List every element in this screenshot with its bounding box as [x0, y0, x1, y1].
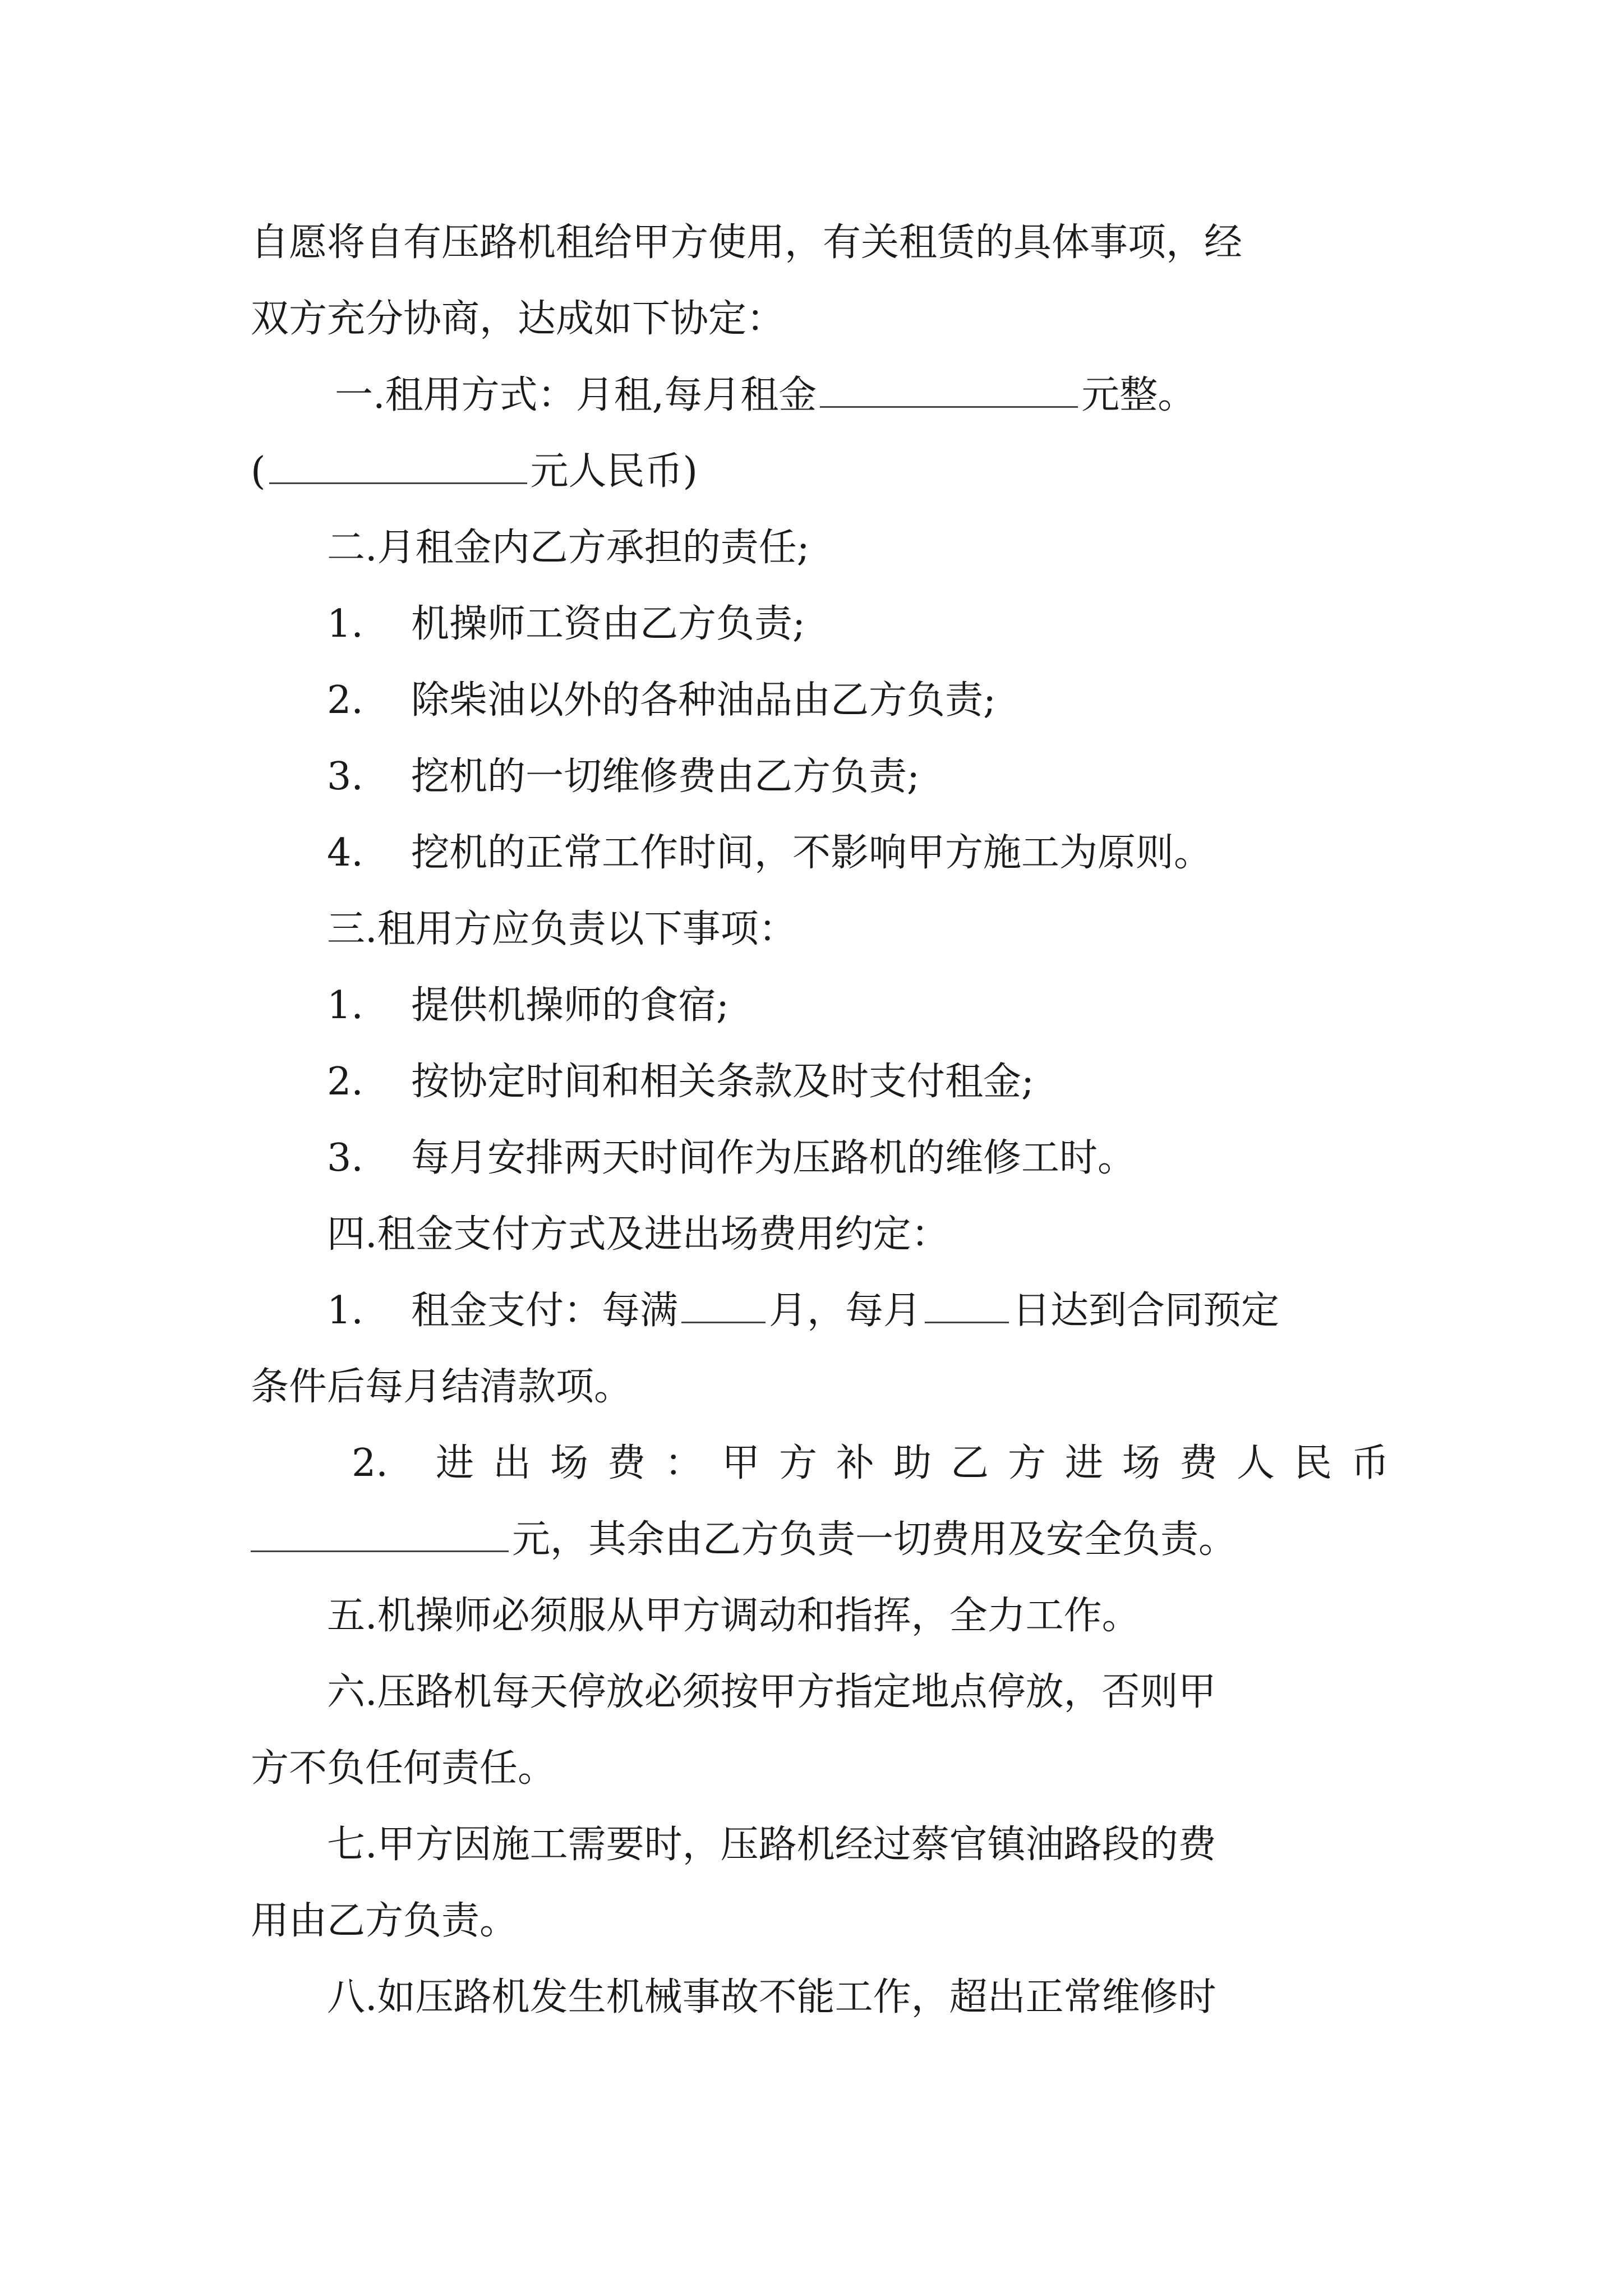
blank-field: [269, 449, 527, 484]
clause-text: 四.租金支付方式及进出场费用约定：: [327, 1212, 949, 1257]
line-text: 用由乙方负责。: [251, 1899, 518, 1943]
list-item: [251, 1120, 1136, 1197]
clause-text: 八.如压路机发生机械事故不能工作，超出正常维修时: [327, 1975, 1216, 2019]
item-text: 提供机操师的食宿;: [411, 983, 729, 1028]
paragraph-line: [251, 434, 698, 510]
item-number: 3.: [327, 1136, 363, 1180]
item-number: 2.: [352, 1441, 388, 1485]
clause-one: [251, 357, 1196, 434]
paragraph-line: [251, 1731, 556, 1807]
clause-four: [251, 1197, 949, 1273]
clause-text: 一.租用方式：月租,每月租金: [335, 373, 817, 417]
item-text: 每月安排两天时间作为压路机的维修工时。: [411, 1136, 1136, 1180]
item-text: 机操师工资由乙方负责;: [411, 602, 805, 646]
line-text: 元，其余由乙方负责一切费用及安全负责。: [512, 1517, 1237, 1562]
line-text: (: [251, 449, 266, 494]
line-text: 自愿将自有压路机租给甲方使用，有关租赁的具体事项，经: [251, 220, 1243, 265]
clause-five: [251, 1578, 1140, 1654]
blank-field: [681, 1288, 766, 1323]
list-item: [251, 586, 805, 662]
paragraph-line: [251, 205, 1242, 281]
clause-text: 元整。: [1081, 373, 1196, 417]
clause-text: 二.月租金内乙方承担的责任;: [327, 526, 810, 570]
clause-seven: [251, 1807, 1216, 1883]
paragraph-line: [251, 1502, 1237, 1578]
clause-text: 七.甲方因施工需要时，压路机经过蔡官镇油路段的费: [327, 1823, 1216, 1867]
item-text: 租金支付：每满: [411, 1289, 679, 1333]
list-item: [251, 968, 729, 1044]
item-number: 1.: [327, 602, 363, 646]
item-text: 挖机的正常工作时间，不影响甲方施工为原则。: [411, 831, 1212, 875]
item-text: 除柴油以外的各种油品由乙方负责;: [411, 678, 996, 723]
blank-field: [251, 1517, 509, 1552]
clause-three: [251, 891, 797, 968]
clause-text: 三.租用方应负责以下事项：: [327, 907, 797, 951]
item-text: 月，每月: [769, 1289, 922, 1333]
paragraph-line: [251, 1883, 518, 1959]
item-number: 2.: [327, 678, 363, 723]
clause-text: 五.机操师必须服从甲方调动和指挥，全力工作。: [327, 1594, 1140, 1638]
item-number: 1.: [327, 983, 363, 1028]
item-text: 日达到合同预定: [1012, 1289, 1280, 1333]
line-text: 元人民币): [530, 449, 698, 494]
clause-text: 六.压路机每天停放必须按甲方指定地点停放，否则甲: [327, 1670, 1216, 1714]
list-item: [251, 1044, 1034, 1120]
clause-eight: [251, 1959, 1216, 2036]
line-text: 条件后每月结清款项。: [251, 1365, 633, 1409]
item-text: 按协定时间和相关条款及时支付租金;: [411, 1060, 1034, 1104]
list-item: [251, 815, 1212, 891]
clause-two: [251, 510, 810, 586]
paragraph-line: [251, 281, 785, 357]
item-number: 2.: [327, 1060, 363, 1104]
blank-field: [925, 1288, 1009, 1323]
list-item: [251, 1273, 1279, 1349]
item-text: 进出场费：甲方补助乙方进场费人民币: [436, 1441, 1409, 1485]
blank-field: [820, 372, 1078, 408]
list-item: [251, 739, 920, 815]
list-item: [251, 1425, 1408, 1502]
line-text: 方不负任何责任。: [251, 1746, 556, 1791]
list-item: [251, 662, 996, 739]
item-number: 3.: [327, 754, 363, 799]
paragraph-line: [251, 1349, 632, 1425]
item-number: 4.: [327, 831, 363, 875]
item-number: 1.: [327, 1289, 363, 1333]
line-text: 双方充分协商，达成如下协定：: [251, 297, 785, 341]
item-text: 挖机的一切维修费由乙方负责;: [411, 754, 920, 799]
clause-six: [251, 1654, 1216, 1731]
